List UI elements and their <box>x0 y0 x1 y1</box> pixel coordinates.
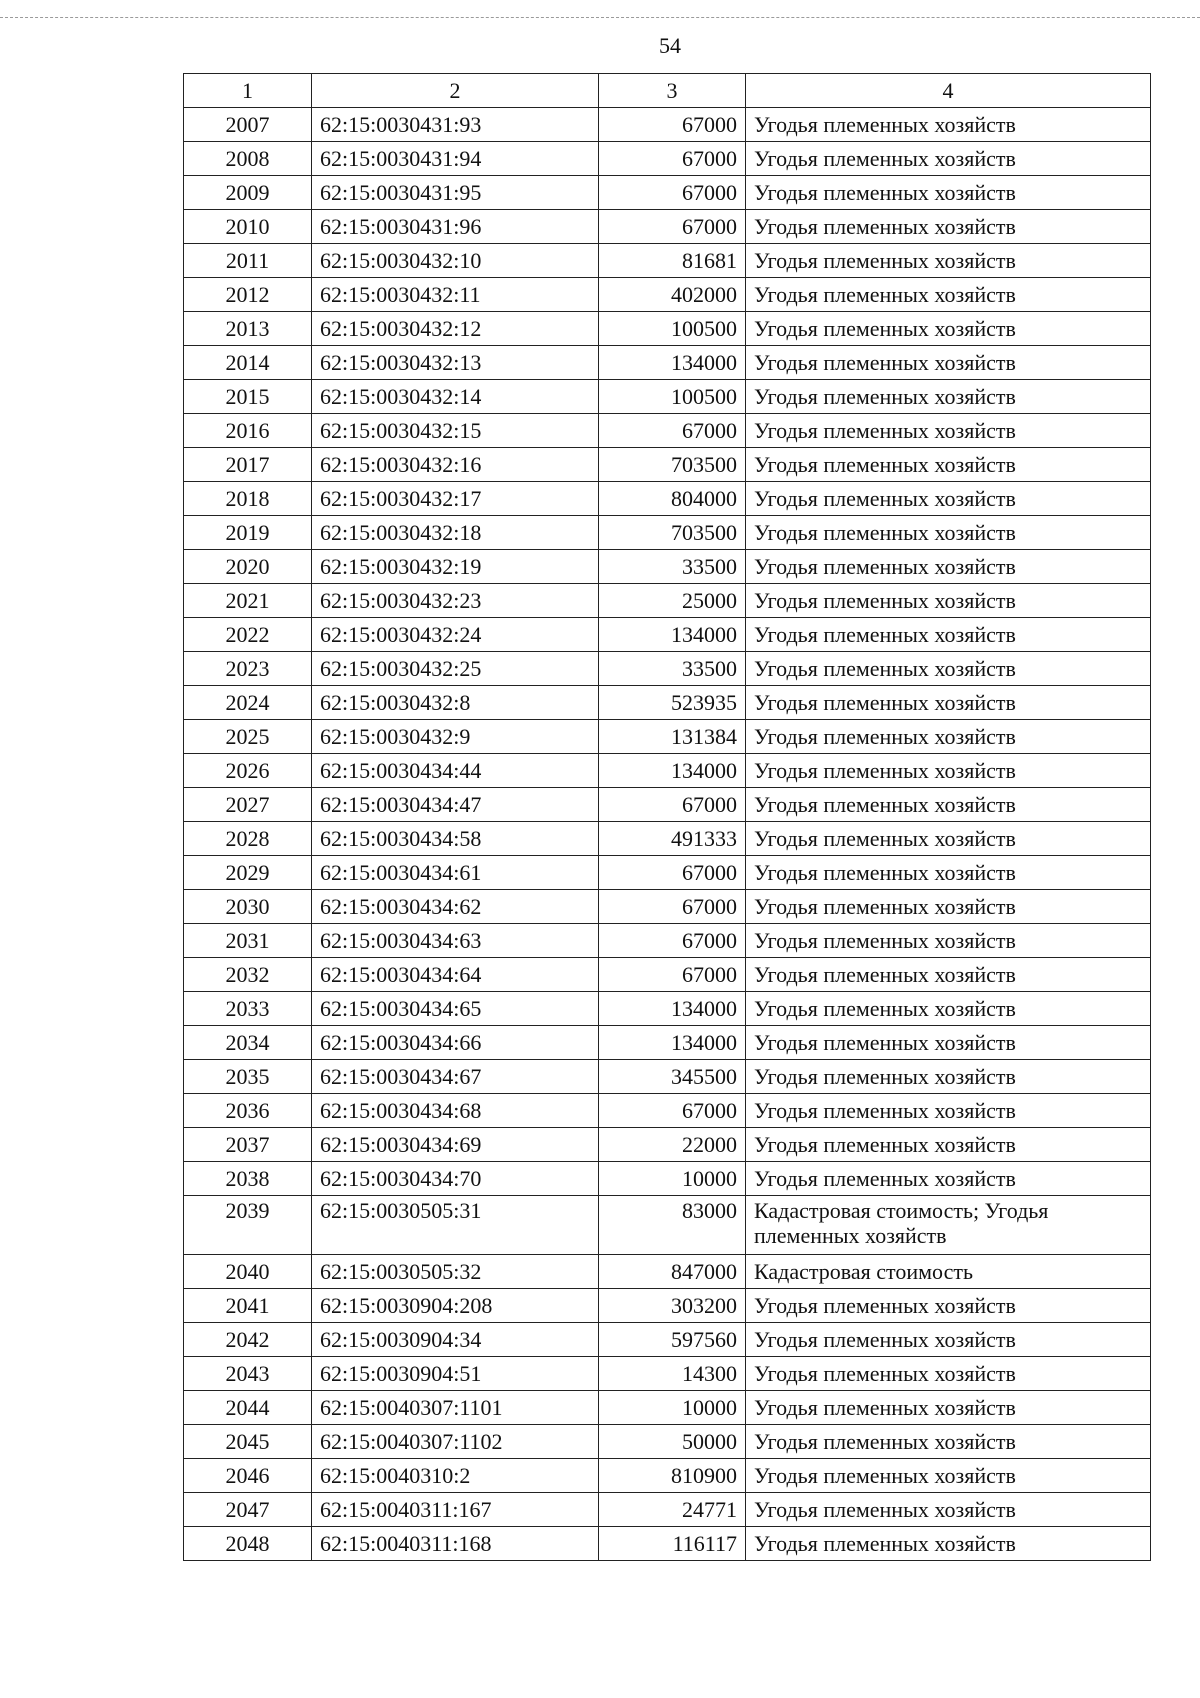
cadastral-number-cell: 62:15:0030431:95 <box>312 176 599 210</box>
cadastral-number-cell: 62:15:0030434:67 <box>312 1060 599 1094</box>
table-row <box>184 890 1151 924</box>
table-row <box>184 1527 1151 1561</box>
value-cell: 67000 <box>599 788 746 822</box>
cadastral-number-cell: 62:15:0030434:66 <box>312 1026 599 1060</box>
header-row <box>184 74 1151 108</box>
value-cell: 67000 <box>599 924 746 958</box>
row-number-cell: 2020 <box>184 550 312 584</box>
cadastral-number-cell: 62:15:0030432:10 <box>312 244 599 278</box>
description-cell: Угодья племенных хозяйств <box>746 380 1151 414</box>
value-cell: 67000 <box>599 890 746 924</box>
value-cell: 81681 <box>599 244 746 278</box>
row-number-cell: 2022 <box>184 618 312 652</box>
table-row <box>184 652 1151 686</box>
table-row <box>184 210 1151 244</box>
row-number-cell: 2026 <box>184 754 312 788</box>
description-cell: Угодья племенных хозяйств <box>746 1493 1151 1527</box>
row-number-cell: 2029 <box>184 856 312 890</box>
row-number-cell: 2036 <box>184 1094 312 1128</box>
value-cell: 67000 <box>599 210 746 244</box>
description-cell: Угодья племенных хозяйств <box>746 686 1151 720</box>
cadastral-number-cell: 62:15:0040307:1102 <box>312 1425 599 1459</box>
row-number-cell: 2011 <box>184 244 312 278</box>
table-row <box>184 584 1151 618</box>
row-number-cell: 2047 <box>184 1493 312 1527</box>
value-cell: 303200 <box>599 1289 746 1323</box>
table-row <box>184 1060 1151 1094</box>
value-cell: 33500 <box>599 550 746 584</box>
row-number-cell: 2030 <box>184 890 312 924</box>
row-number-cell: 2042 <box>184 1323 312 1357</box>
cadastral-number-cell: 62:15:0030434:69 <box>312 1128 599 1162</box>
row-number-cell: 2044 <box>184 1391 312 1425</box>
value-cell: 116117 <box>599 1527 746 1561</box>
row-number-cell: 2012 <box>184 278 312 312</box>
value-cell: 24771 <box>599 1493 746 1527</box>
cadastral-number-cell: 62:15:0030505:32 <box>312 1255 599 1289</box>
row-number-cell: 2039 <box>184 1196 312 1255</box>
value-cell: 33500 <box>599 652 746 686</box>
description-cell: Угодья племенных хозяйств <box>746 1459 1151 1493</box>
cadastral-number-cell: 62:15:0030434:68 <box>312 1094 599 1128</box>
value-cell: 67000 <box>599 142 746 176</box>
cadastral-number-cell: 62:15:0030432:18 <box>312 516 599 550</box>
description-cell: Угодья племенных хозяйств <box>746 414 1151 448</box>
table-row <box>184 1459 1151 1493</box>
description-cell: Угодья племенных хозяйств <box>746 1527 1151 1561</box>
cadastral-number-cell: 62:15:0030434:44 <box>312 754 599 788</box>
table-row <box>184 550 1151 584</box>
description-cell: Угодья племенных хозяйств <box>746 924 1151 958</box>
row-number-cell: 2041 <box>184 1289 312 1323</box>
cadastral-number-cell: 62:15:0030434:65 <box>312 992 599 1026</box>
description-cell: Угодья племенных хозяйств <box>746 278 1151 312</box>
row-number-cell: 2014 <box>184 346 312 380</box>
cadastral-number-cell: 62:15:0030434:61 <box>312 856 599 890</box>
table-row <box>184 992 1151 1026</box>
row-number-cell: 2007 <box>184 108 312 142</box>
cadastral-number-cell: 62:15:0030431:94 <box>312 142 599 176</box>
description-cell: Угодья племенных хозяйств <box>746 1425 1151 1459</box>
cadastral-number-cell: 62:15:0030432:23 <box>312 584 599 618</box>
value-cell: 100500 <box>599 312 746 346</box>
row-number-cell: 2046 <box>184 1459 312 1493</box>
value-cell: 491333 <box>599 822 746 856</box>
description-cell: Угодья племенных хозяйств <box>746 244 1151 278</box>
description-cell: Угодья племенных хозяйств <box>746 482 1151 516</box>
cadastral-number-cell: 62:15:0040311:167 <box>312 1493 599 1527</box>
value-cell: 67000 <box>599 108 746 142</box>
cadastral-number-cell: 62:15:0030432:24 <box>312 618 599 652</box>
value-cell: 67000 <box>599 958 746 992</box>
row-number-cell: 2034 <box>184 1026 312 1060</box>
page-number: 54 <box>659 33 681 58</box>
row-number-cell: 2016 <box>184 414 312 448</box>
cadastral-number-cell: 62:15:0030434:58 <box>312 822 599 856</box>
value-cell: 134000 <box>599 754 746 788</box>
column-header-3: 3 <box>599 74 746 108</box>
value-cell: 703500 <box>599 516 746 550</box>
value-cell: 67000 <box>599 176 746 210</box>
description-cell: Угодья племенных хозяйств <box>746 312 1151 346</box>
table-row <box>184 856 1151 890</box>
description-cell: Угодья племенных хозяйств <box>746 822 1151 856</box>
row-number-cell: 2019 <box>184 516 312 550</box>
row-number-cell: 2032 <box>184 958 312 992</box>
description-cell: Угодья племенных хозяйств <box>746 754 1151 788</box>
row-number-cell: 2048 <box>184 1527 312 1561</box>
table-row <box>184 346 1151 380</box>
cadastral-number-cell: 62:15:0030432:11 <box>312 278 599 312</box>
value-cell: 134000 <box>599 1026 746 1060</box>
description-cell: Кадастровая стоимость <box>746 1255 1151 1289</box>
row-number-cell: 2021 <box>184 584 312 618</box>
cadastral-number-cell: 62:15:0030432:25 <box>312 652 599 686</box>
description-cell: Угодья племенных хозяйств <box>746 1094 1151 1128</box>
row-number-cell: 2023 <box>184 652 312 686</box>
cadastral-number-cell: 62:15:0030434:47 <box>312 788 599 822</box>
row-number-cell: 2033 <box>184 992 312 1026</box>
table-row <box>184 414 1151 448</box>
table-row <box>184 176 1151 210</box>
cadastral-number-cell: 62:15:0030432:17 <box>312 482 599 516</box>
value-cell: 67000 <box>599 1094 746 1128</box>
table-row <box>184 958 1151 992</box>
row-number-cell: 2040 <box>184 1255 312 1289</box>
value-cell: 131384 <box>599 720 746 754</box>
table-row <box>184 142 1151 176</box>
row-number-cell: 2037 <box>184 1128 312 1162</box>
row-number-cell: 2008 <box>184 142 312 176</box>
cadastral-number-cell: 62:15:0030904:34 <box>312 1323 599 1357</box>
row-number-cell: 2028 <box>184 822 312 856</box>
cadastral-number-cell: 62:15:0040311:168 <box>312 1527 599 1561</box>
table-row <box>184 686 1151 720</box>
row-number-cell: 2010 <box>184 210 312 244</box>
value-cell: 847000 <box>599 1255 746 1289</box>
table-row <box>184 1391 1151 1425</box>
description-cell: Угодья племенных хозяйств <box>746 652 1151 686</box>
value-cell: 22000 <box>599 1128 746 1162</box>
table-row <box>184 312 1151 346</box>
table-row <box>184 516 1151 550</box>
row-number-cell: 2035 <box>184 1060 312 1094</box>
table-row <box>184 618 1151 652</box>
description-cell: Угодья племенных хозяйств <box>746 448 1151 482</box>
row-number-cell: 2009 <box>184 176 312 210</box>
column-header-4: 4 <box>746 74 1151 108</box>
value-cell: 703500 <box>599 448 746 482</box>
table-row <box>184 1196 1151 1255</box>
value-cell: 597560 <box>599 1323 746 1357</box>
cadastral-number-cell: 62:15:0030434:64 <box>312 958 599 992</box>
description-cell: Угодья племенных хозяйств <box>746 1128 1151 1162</box>
cadastral-number-cell: 62:15:0030432:19 <box>312 550 599 584</box>
value-cell: 100500 <box>599 380 746 414</box>
table-row <box>184 1128 1151 1162</box>
column-header-1: 1 <box>184 74 312 108</box>
value-cell: 67000 <box>599 856 746 890</box>
row-number-cell: 2017 <box>184 448 312 482</box>
description-cell: Угодья племенных хозяйств <box>746 1323 1151 1357</box>
table-row <box>184 244 1151 278</box>
value-cell: 134000 <box>599 346 746 380</box>
cadastral-number-cell: 62:15:0030432:12 <box>312 312 599 346</box>
description-cell: Угодья племенных хозяйств <box>746 856 1151 890</box>
description-cell: Угодья племенных хозяйств <box>746 1357 1151 1391</box>
table-row <box>184 1094 1151 1128</box>
value-cell: 402000 <box>599 278 746 312</box>
cadastral-number-cell: 62:15:0030432:15 <box>312 414 599 448</box>
table-row <box>184 380 1151 414</box>
value-cell: 67000 <box>599 414 746 448</box>
description-cell: Угодья племенных хозяйств <box>746 1060 1151 1094</box>
description-cell: Угодья племенных хозяйств <box>746 1162 1151 1196</box>
description-cell: Угодья племенных хозяйств <box>746 176 1151 210</box>
value-cell: 134000 <box>599 618 746 652</box>
table-row <box>184 108 1151 142</box>
table-body <box>184 74 1151 1561</box>
row-number-cell: 2013 <box>184 312 312 346</box>
table-row <box>184 1493 1151 1527</box>
table-row <box>184 1323 1151 1357</box>
cadastral-number-cell: 62:15:0030431:93 <box>312 108 599 142</box>
description-cell: Угодья племенных хозяйств <box>746 1026 1151 1060</box>
cadastral-number-cell: 62:15:0030505:31 <box>312 1196 599 1255</box>
row-number-cell: 2025 <box>184 720 312 754</box>
table-row <box>184 1425 1151 1459</box>
table-row <box>184 924 1151 958</box>
description-cell: Угодья племенных хозяйств <box>746 550 1151 584</box>
value-cell: 523935 <box>599 686 746 720</box>
table-row <box>184 1026 1151 1060</box>
description-cell: Кадастровая стоимость; Угодья племенных хозяйств <box>746 1196 1151 1255</box>
cadastral-number-cell: 62:15:0030431:96 <box>312 210 599 244</box>
description-cell: Угодья племенных хозяйств <box>746 210 1151 244</box>
cadastral-number-cell: 62:15:0030904:51 <box>312 1357 599 1391</box>
row-number-cell: 2015 <box>184 380 312 414</box>
description-cell: Угодья племенных хозяйств <box>746 108 1151 142</box>
row-number-cell: 2043 <box>184 1357 312 1391</box>
description-cell: Угодья племенных хозяйств <box>746 142 1151 176</box>
value-cell: 10000 <box>599 1162 746 1196</box>
value-cell: 804000 <box>599 482 746 516</box>
value-cell: 134000 <box>599 992 746 1026</box>
description-cell: Угодья племенных хозяйств <box>746 618 1151 652</box>
description-cell: Угодья племенных хозяйств <box>746 720 1151 754</box>
cadastral-table <box>183 73 1151 1561</box>
column-header-2: 2 <box>312 74 599 108</box>
cadastral-number-cell: 62:15:0030904:208 <box>312 1289 599 1323</box>
cadastral-number-cell: 62:15:0030434:70 <box>312 1162 599 1196</box>
value-cell: 810900 <box>599 1459 746 1493</box>
row-number-cell: 2038 <box>184 1162 312 1196</box>
row-number-cell: 2027 <box>184 788 312 822</box>
table-row <box>184 788 1151 822</box>
table-row <box>184 448 1151 482</box>
description-cell: Угодья племенных хозяйств <box>746 584 1151 618</box>
row-number-cell: 2031 <box>184 924 312 958</box>
table-row <box>184 754 1151 788</box>
cadastral-number-cell: 62:15:0030434:63 <box>312 924 599 958</box>
cadastral-number-cell: 62:15:0030432:16 <box>312 448 599 482</box>
table-row <box>184 1357 1151 1391</box>
description-cell: Угодья племенных хозяйств <box>746 890 1151 924</box>
row-number-cell: 2018 <box>184 482 312 516</box>
description-cell: Угодья племенных хозяйств <box>746 992 1151 1026</box>
table-row <box>184 1289 1151 1323</box>
cadastral-number-cell: 62:15:0030432:13 <box>312 346 599 380</box>
value-cell: 25000 <box>599 584 746 618</box>
table-row <box>184 822 1151 856</box>
scan-edge-line <box>0 17 1200 18</box>
cadastral-number-cell: 62:15:0030432:14 <box>312 380 599 414</box>
value-cell: 83000 <box>599 1196 746 1255</box>
table-row <box>184 278 1151 312</box>
description-cell: Угодья племенных хозяйств <box>746 1289 1151 1323</box>
table-row <box>184 1255 1151 1289</box>
cadastral-number-cell: 62:15:0030432:9 <box>312 720 599 754</box>
description-cell: Угодья племенных хозяйств <box>746 516 1151 550</box>
cadastral-number-cell: 62:15:0030432:8 <box>312 686 599 720</box>
value-cell: 345500 <box>599 1060 746 1094</box>
cadastral-number-cell: 62:15:0040310:2 <box>312 1459 599 1493</box>
description-cell: Угодья племенных хозяйств <box>746 958 1151 992</box>
description-cell: Угодья племенных хозяйств <box>746 346 1151 380</box>
table-row <box>184 1162 1151 1196</box>
table-row <box>184 720 1151 754</box>
value-cell: 14300 <box>599 1357 746 1391</box>
row-number-cell: 2024 <box>184 686 312 720</box>
cadastral-number-cell: 62:15:0030434:62 <box>312 890 599 924</box>
description-cell: Угодья племенных хозяйств <box>746 1391 1151 1425</box>
description-cell: Угодья племенных хозяйств <box>746 788 1151 822</box>
row-number-cell: 2045 <box>184 1425 312 1459</box>
table-row <box>184 482 1151 516</box>
value-cell: 50000 <box>599 1425 746 1459</box>
cadastral-number-cell: 62:15:0040307:1101 <box>312 1391 599 1425</box>
value-cell: 10000 <box>599 1391 746 1425</box>
